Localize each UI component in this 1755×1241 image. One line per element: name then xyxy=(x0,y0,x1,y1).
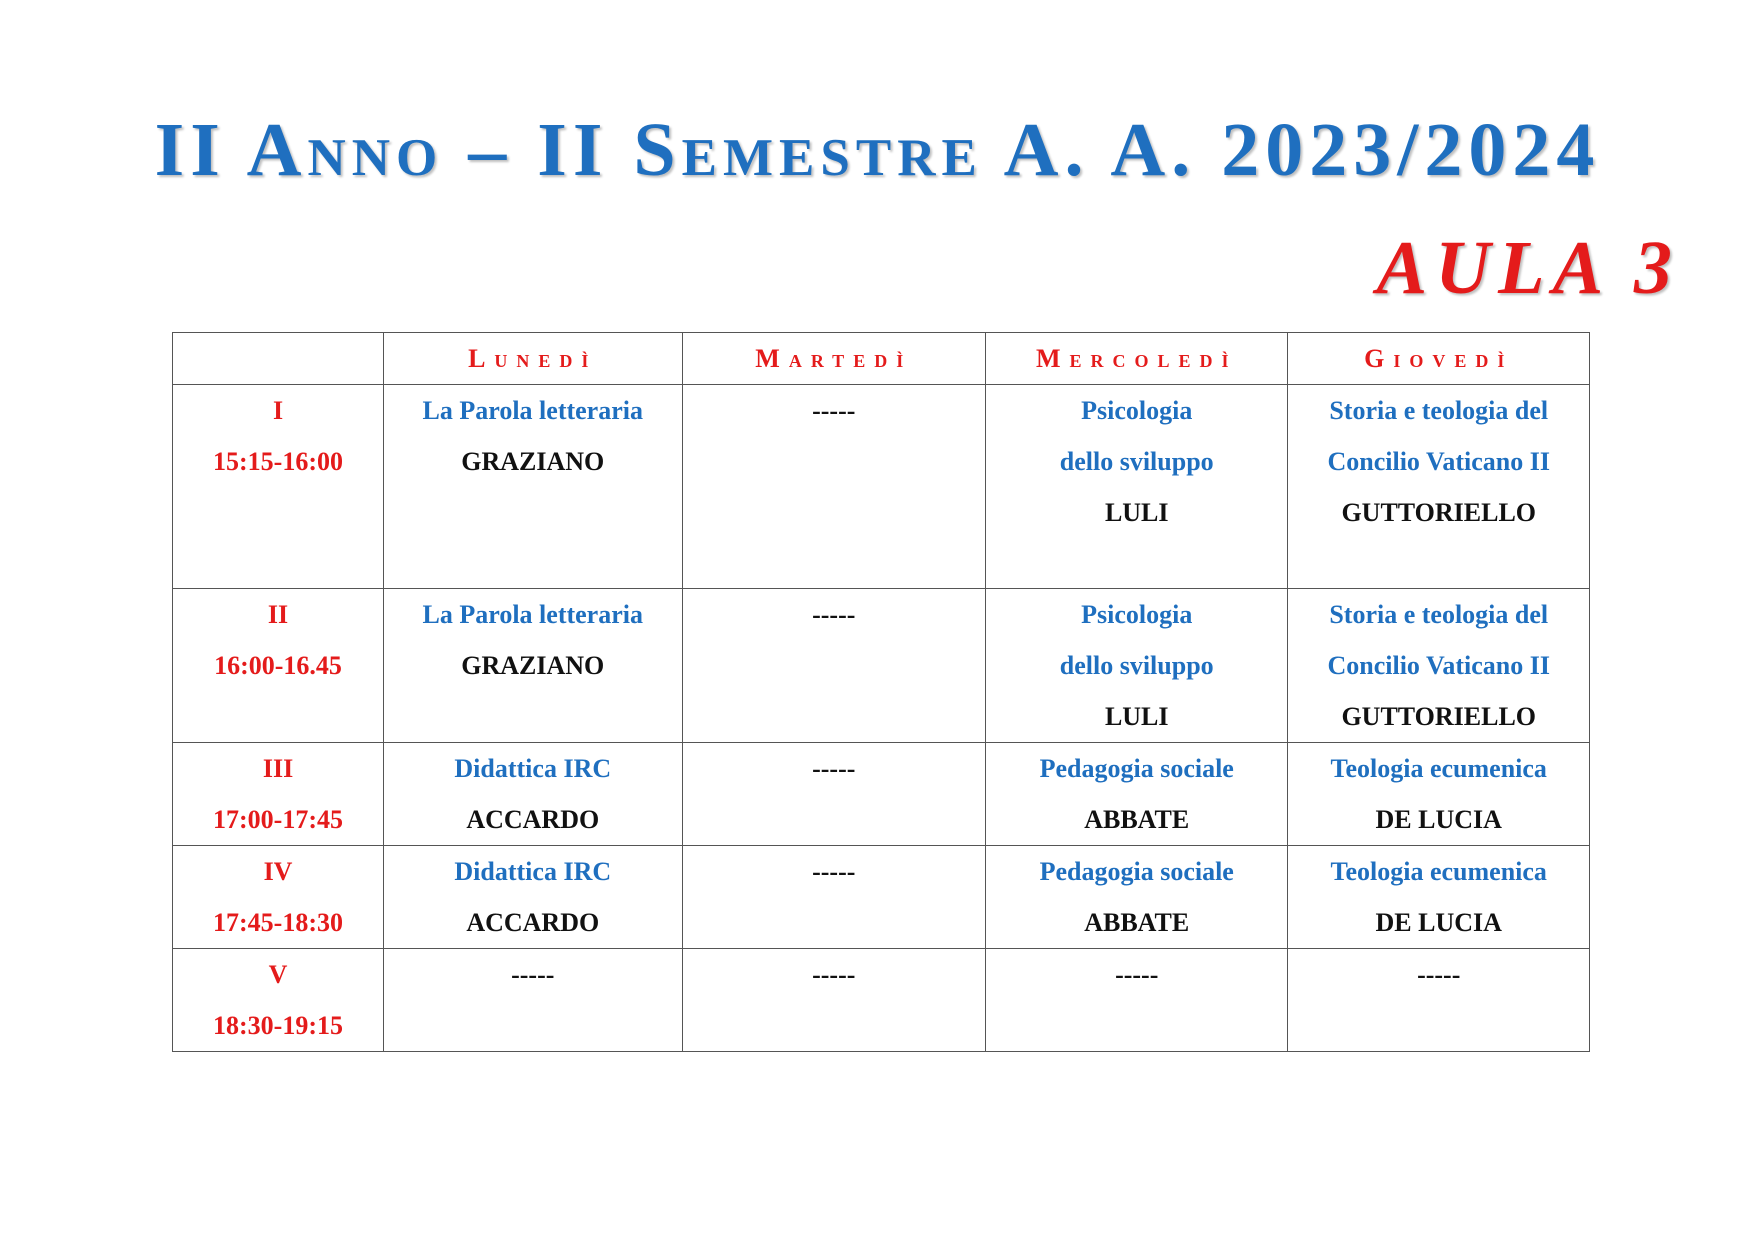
professor-name: GUTTORIELLO xyxy=(1341,702,1537,731)
course-name: Didattica IRC xyxy=(454,754,612,783)
empty-placeholder: ----- xyxy=(812,396,856,425)
course-name: Pedagogia sociale xyxy=(1039,857,1234,886)
slot-number: IV xyxy=(263,857,293,886)
schedule-cell xyxy=(1288,846,1590,949)
professor-name: GUTTORIELLO xyxy=(1341,498,1537,527)
course-name: La Parola letteraria xyxy=(422,600,643,629)
table-row xyxy=(173,385,1590,589)
professor-name: LULI xyxy=(1104,702,1169,731)
day-header-martedi: Martedì xyxy=(682,333,985,385)
table-row xyxy=(173,949,1590,1052)
empty-placeholder: ----- xyxy=(812,754,856,783)
schedule-cell xyxy=(384,846,682,949)
professor-name: ACCARDO xyxy=(466,908,600,937)
slot-number: V xyxy=(268,960,288,989)
slot-cell xyxy=(173,949,384,1052)
course-name: Pedagogia sociale xyxy=(1039,754,1234,783)
course-name: Storia e teologia del xyxy=(1329,600,1549,629)
page-title: II Anno – II Semestre A. A. 2023/2024 xyxy=(154,108,1601,192)
course-name: Concilio Vaticano II xyxy=(1327,447,1550,476)
course-name: Teologia ecumenica xyxy=(1330,857,1547,886)
slot-number: I xyxy=(272,396,284,425)
slot-number: II xyxy=(267,600,289,629)
course-name: Teologia ecumenica xyxy=(1330,754,1547,783)
professor-name: ABBATE xyxy=(1084,908,1190,937)
professor-name: ACCARDO xyxy=(466,805,600,834)
professor-name: LULI xyxy=(1104,498,1169,527)
slot-cell xyxy=(173,846,384,949)
professor-name: GRAZIANO xyxy=(461,447,605,476)
schedule-cell xyxy=(1288,743,1590,846)
course-name: dello sviluppo xyxy=(1059,447,1214,476)
course-name: Psicologia xyxy=(1081,396,1193,425)
schedule-cell xyxy=(985,385,1287,589)
empty-placeholder: ----- xyxy=(812,960,856,989)
professor-name: DE LUCIA xyxy=(1375,908,1502,937)
slot-time: 17:45-18:30 xyxy=(213,908,343,937)
table-row xyxy=(173,589,1590,743)
schedule-cell xyxy=(682,949,985,1052)
course-name: Psicologia xyxy=(1081,600,1193,629)
professor-name: GRAZIANO xyxy=(461,651,605,680)
slot-time: 16:00-16.45 xyxy=(214,651,342,680)
slot-time: 17:00-17:45 xyxy=(213,805,343,834)
empty-placeholder: ----- xyxy=(511,960,555,989)
day-header-mercoledi: Mercoledì xyxy=(985,333,1287,385)
schedule-cell xyxy=(682,743,985,846)
classroom-label: AULA 3 xyxy=(1376,226,1680,310)
day-header-lunedi: Lunedì xyxy=(384,333,682,385)
course-name: Storia e teologia del xyxy=(1329,396,1549,425)
day-header-giovedi: Giovedì xyxy=(1288,333,1590,385)
slot-cell xyxy=(173,743,384,846)
schedule-cell xyxy=(682,846,985,949)
schedule-cell xyxy=(384,743,682,846)
empty-placeholder: ----- xyxy=(812,857,856,886)
professor-name: DE LUCIA xyxy=(1375,805,1502,834)
course-name: La Parola letteraria xyxy=(422,396,643,425)
slot-time: 18:30-19:15 xyxy=(213,1011,343,1040)
schedule-cell xyxy=(682,589,985,743)
schedule-cell xyxy=(985,846,1287,949)
table-row xyxy=(173,743,1590,846)
schedule-cell xyxy=(1288,385,1590,589)
course-name: Concilio Vaticano II xyxy=(1327,651,1550,680)
schedule-cell xyxy=(985,949,1287,1052)
corner-cell xyxy=(173,333,384,385)
slot-time: 15:15-16:00 xyxy=(213,447,343,476)
schedule-cell xyxy=(682,385,985,589)
course-name: Didattica IRC xyxy=(454,857,612,886)
empty-placeholder: ----- xyxy=(812,600,856,629)
schedule-cell xyxy=(384,949,682,1052)
slot-number: III xyxy=(262,754,294,783)
schedule-cell xyxy=(985,589,1287,743)
course-name: dello sviluppo xyxy=(1059,651,1214,680)
header-row xyxy=(173,333,1590,385)
professor-name: ABBATE xyxy=(1084,805,1190,834)
schedule-cell xyxy=(384,385,682,589)
schedule-cell xyxy=(1288,589,1590,743)
slot-cell xyxy=(173,589,384,743)
empty-placeholder: ----- xyxy=(1115,960,1159,989)
schedule-cell xyxy=(1288,949,1590,1052)
schedule-cell xyxy=(985,743,1287,846)
empty-placeholder: ----- xyxy=(1417,960,1461,989)
schedule-table xyxy=(172,332,1590,1052)
table-row xyxy=(173,846,1590,949)
schedule-cell xyxy=(384,589,682,743)
slot-cell xyxy=(173,385,384,589)
